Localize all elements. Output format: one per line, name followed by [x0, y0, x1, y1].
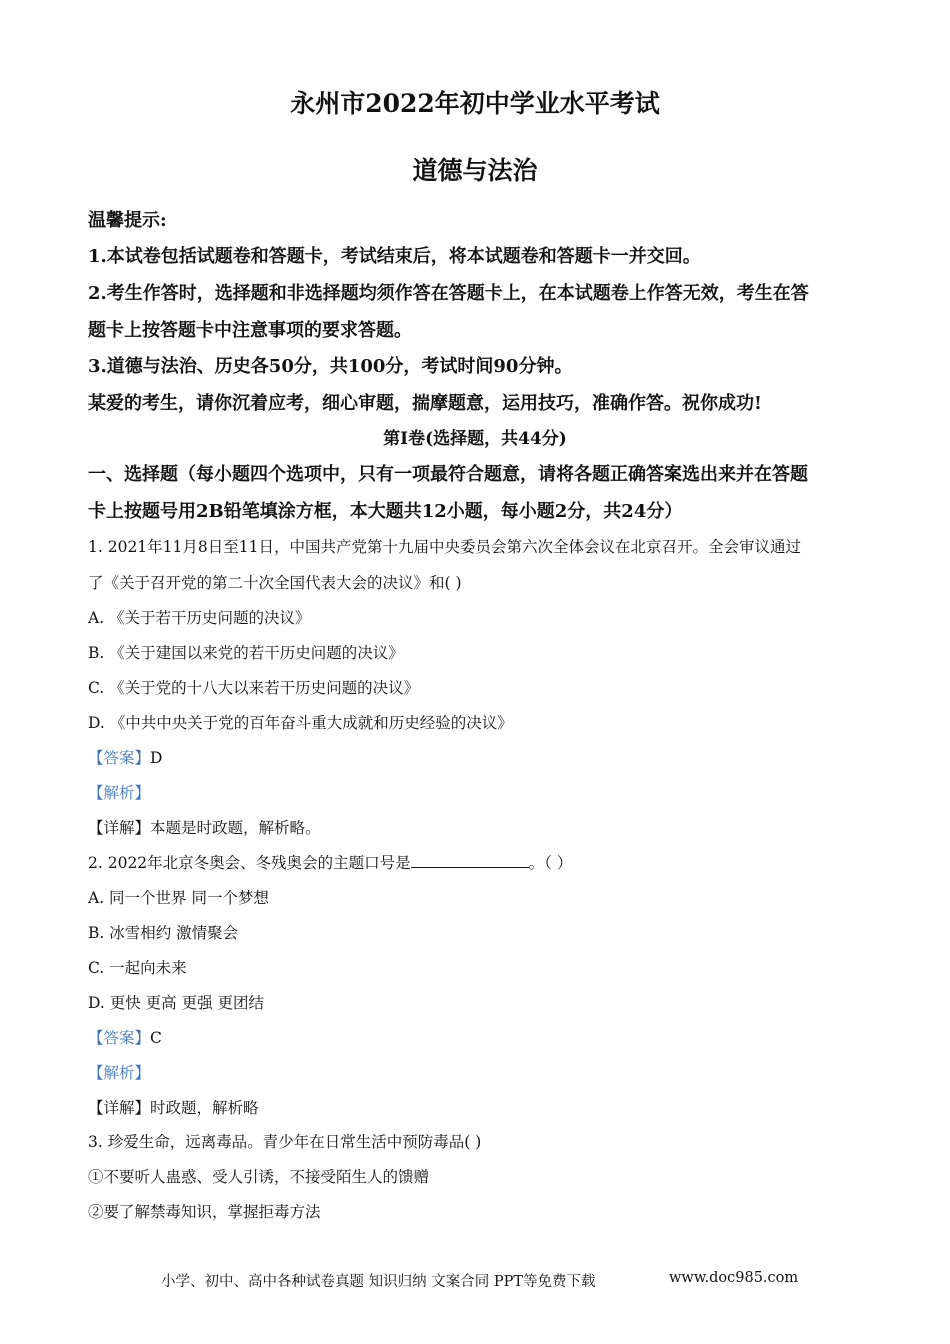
notice-item-1: 1.本试卷包括试题卷和答题卡，考试结束后，将本试题卷和答题卡一并交回。 [88, 246, 701, 267]
q1-option-c: C. 《关于党的十八大以来若干历史问题的决议》 [88, 679, 420, 697]
q2-analysis-label: 【解析】 [88, 1064, 151, 1082]
q1-answer [88, 746, 162, 768]
q1-analysis-label: 【解析】 [88, 784, 151, 802]
notice-wish: 某爱的考生，请你沉着应考，细心审题，揣摩题意，运用技巧，准确作答。祝你成功! [88, 393, 762, 414]
subject-title: 道德与法治 [412, 156, 538, 185]
notice-item-2-line-1: 2.考生作答时，选择题和非选择题均须作答在答题卡上，在本试题卷上作答无效，考生在答 [88, 283, 809, 304]
q1-option-b: B. 《关于建国以来党的若干历史问题的决议》 [88, 644, 404, 662]
q3-item-1: ①不要听人蛊惑、受人引诱，不接受陌生人的馈赠 [88, 1168, 430, 1186]
exam-title: 永州市2022年初中学业水平考试 [290, 89, 660, 118]
q1-option-a: A. 《关于若干历史问题的决议》 [88, 609, 311, 627]
section-heading-line-2: 卡上按题号用2B铅笔填涂方框，本大题共12小题，每小题2分，共24分） [88, 501, 683, 522]
q2-option-b: B. 冰雪相约 激情聚会 [88, 924, 239, 942]
q2-answer-blank [411, 853, 529, 868]
q2-answer [88, 1026, 162, 1048]
q2-detail-label: 【详解】 [88, 1099, 151, 1117]
notice-item-3: 3.道德与法治、历史各50分，共100分，考试时间90分钟。 [88, 356, 573, 377]
q1-stem-line-1: 1. 2021年11月8日至11日，中国共产党第十九届中央委员会第六次全体会议在北京召开。全会审议通过 [88, 538, 801, 556]
q2-stem-after: 。（ ） [528, 854, 573, 872]
q2-detail [88, 1096, 259, 1118]
q2-stem [88, 851, 572, 873]
q2-option-a: A. 同一个世界 同一个梦想 [88, 889, 269, 907]
notice-heading: 温馨提示: [88, 210, 167, 231]
q1-answer-label: 【答案】 [88, 749, 151, 767]
q2-stem-before: 2. 2022年北京冬奥会、冬残奥会的主题口号是 [88, 854, 411, 872]
q1-detail-label: 【详解】 [88, 819, 151, 837]
q2-detail-text: 时政题，解析略 [150, 1099, 259, 1117]
footer-text: 小学、初中、高中各种试卷真题 知识归纳 文案合同 PPT等免费下载 [161, 1274, 596, 1290]
q1-detail-text: 本题是时政题，解析略。 [150, 819, 321, 837]
q2-answer-label: 【答案】 [88, 1029, 151, 1047]
footer-url[interactable]: www.doc985.com [669, 1270, 799, 1286]
q3-item-2: ②要了解禁毒知识，掌握拒毒方法 [88, 1203, 321, 1221]
volume-title: 第Ⅰ卷(选择题，共44分) [383, 429, 567, 449]
q3-stem: 3. 珍爱生命，远离毒品。青少年在日常生活中预防毒品( ) [88, 1133, 482, 1151]
q2-option-c: C. 一起向未来 [88, 959, 187, 977]
q1-option-d: D. 《中共中央关于党的百年奋斗重大成就和历史经验的决议》 [88, 714, 513, 732]
section-heading-line-1: 一、选择题（每小题四个选项中，只有一项最符合题意，请将各题正确答案选出来并在答题 [88, 464, 808, 485]
q2-answer-value: C [150, 1029, 162, 1047]
notice-item-2-line-2: 题卡上按答题卡中注意事项的要求答题。 [88, 320, 412, 341]
q1-stem-line-2: 了《关于召开党的第二十次全国代表大会的决议》和( ) [88, 574, 462, 592]
q1-answer-value: D [150, 749, 163, 767]
q1-detail [88, 816, 321, 838]
q2-option-d: D. 更快 更高 更强 更团结 [88, 994, 265, 1012]
